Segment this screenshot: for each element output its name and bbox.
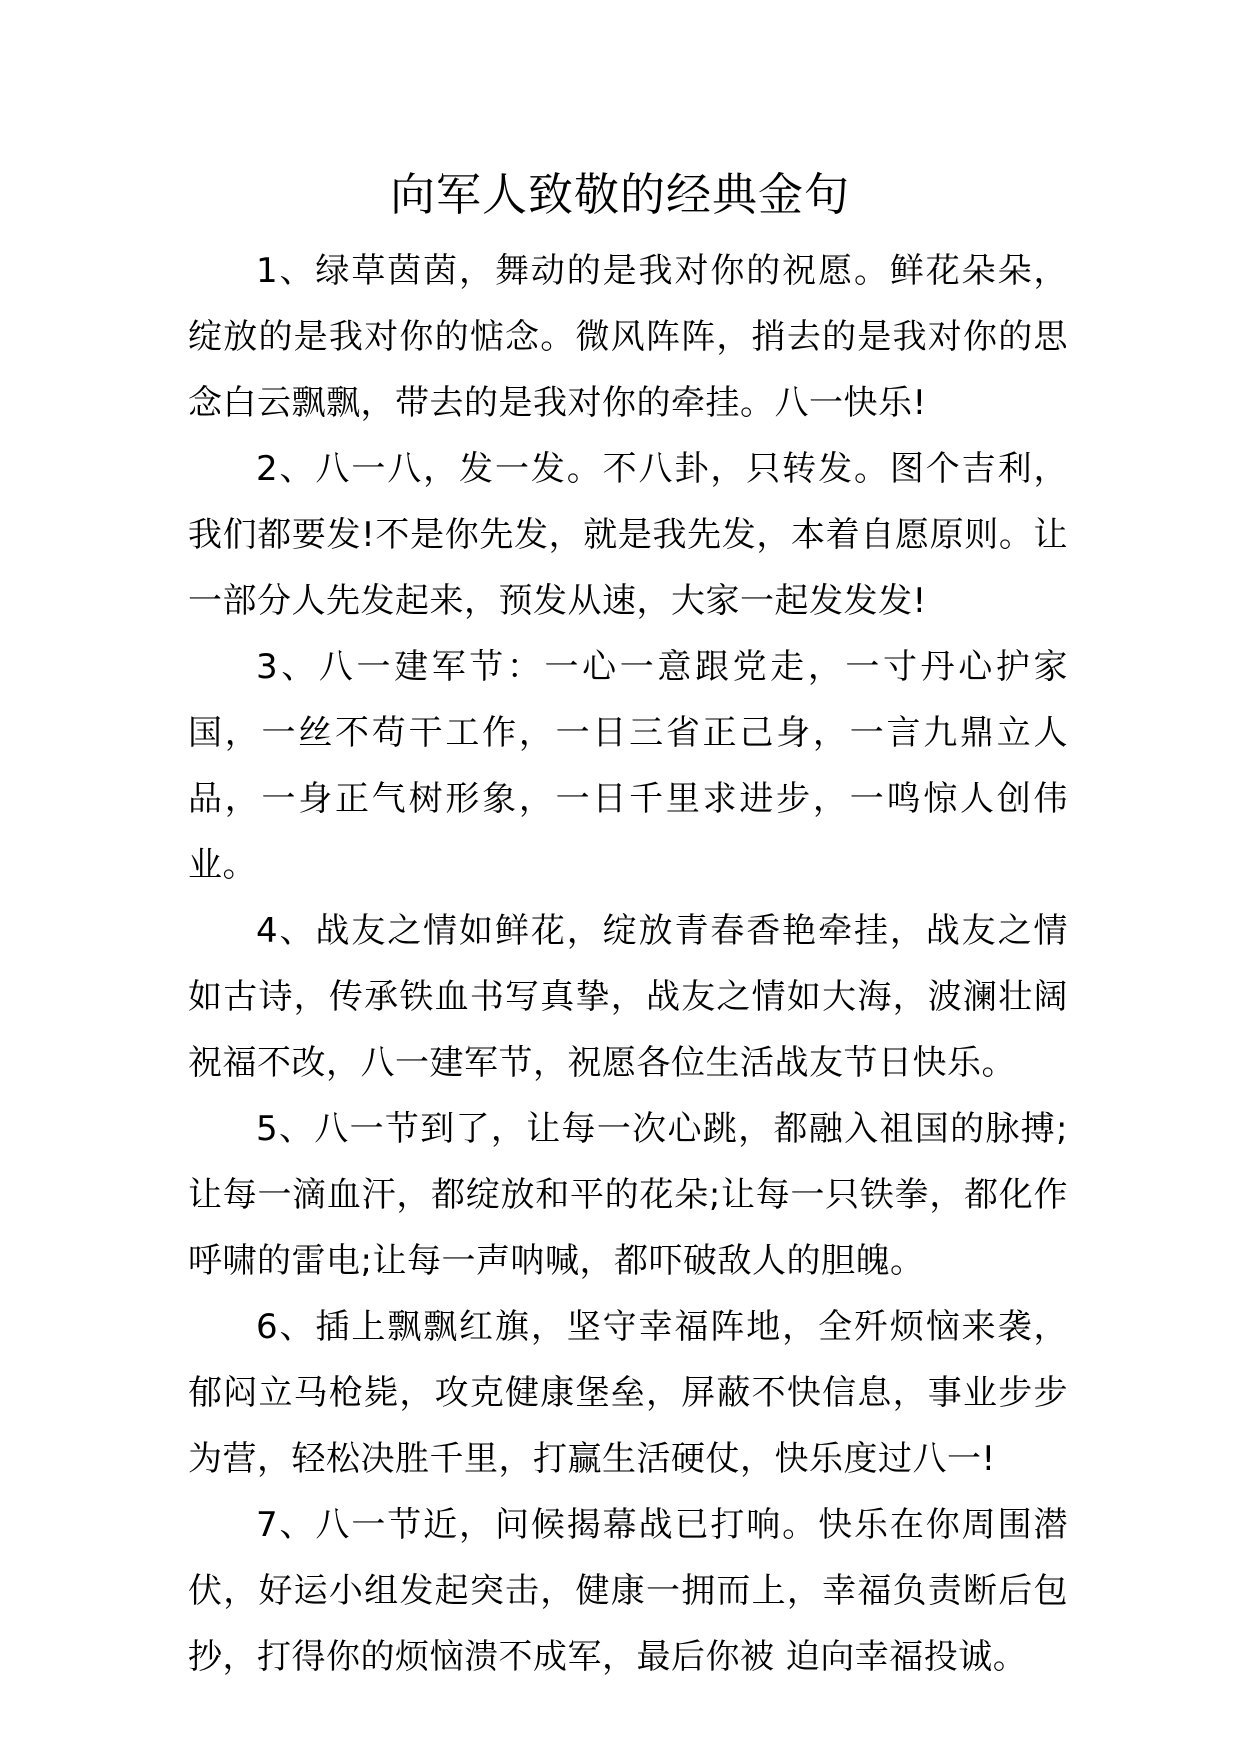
- quote-paragraph-3: 3、八一建军节：一心一意跟党走，一寸丹心护家国，一丝不苟干工作，一日三省正己身，一言九鼎立人品，一身正气树形象，一日千里求进步，一鸣惊人创伟业。: [188, 647, 1068, 885]
- quote-paragraph-7: 7、八一节近，问候揭幕战已打响。快乐在你周围潜伏，好运小组发起突击，健康一拥而上，幸福负责断后包抄，打得你的烦恼溃不成军，最后你被 迫向幸福投诚。: [188, 1505, 1068, 1677]
- quote-paragraph-6: 6、插上飘飘红旗，坚守幸福阵地，全歼烦恼来袭，郁闷立马枪毙，攻克健康堡垒，屏蔽不快信息，事业步步为营，轻松决胜千里，打赢生活硬仗，快乐度过八一!: [188, 1307, 1068, 1479]
- quote-paragraph-4: 4、战友之情如鲜花，绽放青春香艳牵挂，战友之情如古诗，传承铁血书写真挚，战友之情如大海，波澜壮阔祝福不改，八一建军节，祝愿各位生活战友节日快乐。: [188, 911, 1068, 1083]
- quote-paragraph-2: 2、八一八，发一发。不八卦，只转发。图个吉利，我们都要发!不是你先发，就是我先发，本着自愿原则。让一部分人先发起来，预发从速，大家一起发发发!: [188, 449, 1068, 621]
- document-body: [188, 238, 1068, 1690]
- quote-paragraph-1: 1、绿草茵茵，舞动的是我对你的祝愿。鲜花朵朵，绽放的是我对你的惦念。微风阵阵，捎去的是我对你的思念白云飘飘，带去的是我对你的牵挂。八一快乐!: [188, 251, 1068, 423]
- quote-paragraph-5: 5、八一节到了，让每一次心跳，都融入祖国的脉搏;让每一滴血汗，都绽放和平的花朵;让每一只铁拳，都化作呼啸的雷电;让每一声呐喊，都吓破敌人的胆魄。: [188, 1109, 1068, 1281]
- document-title: 向军人致敬的经典金句: [389, 168, 850, 221]
